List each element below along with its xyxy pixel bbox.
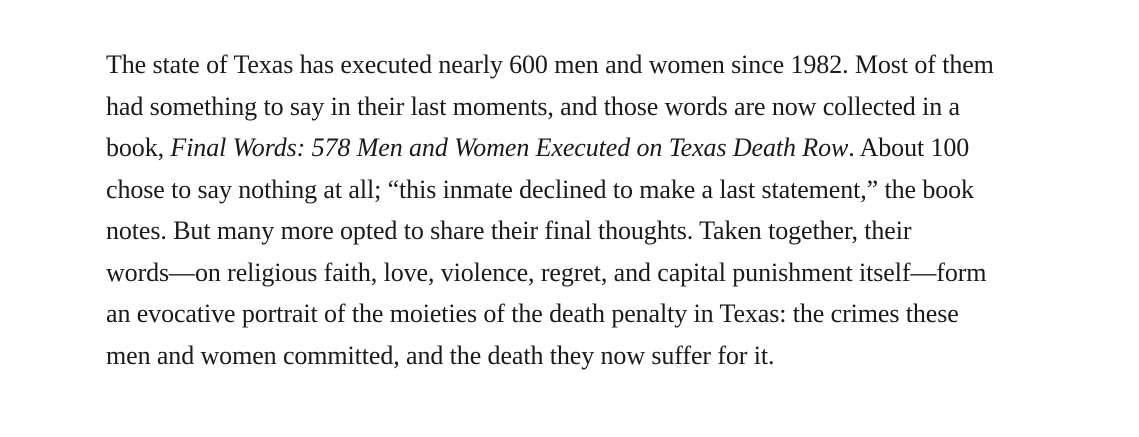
paragraph-line-1: The state of Texas has executed nearly 600 men and women since 1982. Most of them xyxy=(106,50,994,79)
book-title: Final Words: 578 Men and Women Executed on Texas Death Row xyxy=(170,133,849,162)
article-paragraph xyxy=(106,44,1066,376)
paragraph-line-2: had something to say in their last moments, and those words are now collected in a xyxy=(106,91,960,121)
paragraph-line-7: an evocative portrait of the moieties of the death penalty in Texas: the crimes these xyxy=(106,299,959,328)
paragraph-line-8: men and women committed, and the death they now suffer for it. xyxy=(106,340,775,370)
paragraph-line-3 xyxy=(106,127,1066,169)
paragraph-line-4: chose to say nothing at all; “this inmate declined to make a last statement,” the book xyxy=(106,174,974,204)
paragraph-line-6: words—on religious faith, love, violence, regret, and capital punishment itself—form xyxy=(106,257,987,287)
paragraph-line-5: notes. But many more opted to share their final thoughts. Taken together, their xyxy=(106,216,912,245)
paragraph-line-3-end: . About 100 xyxy=(848,133,970,162)
paragraph-line-3-start: book, xyxy=(106,133,171,162)
